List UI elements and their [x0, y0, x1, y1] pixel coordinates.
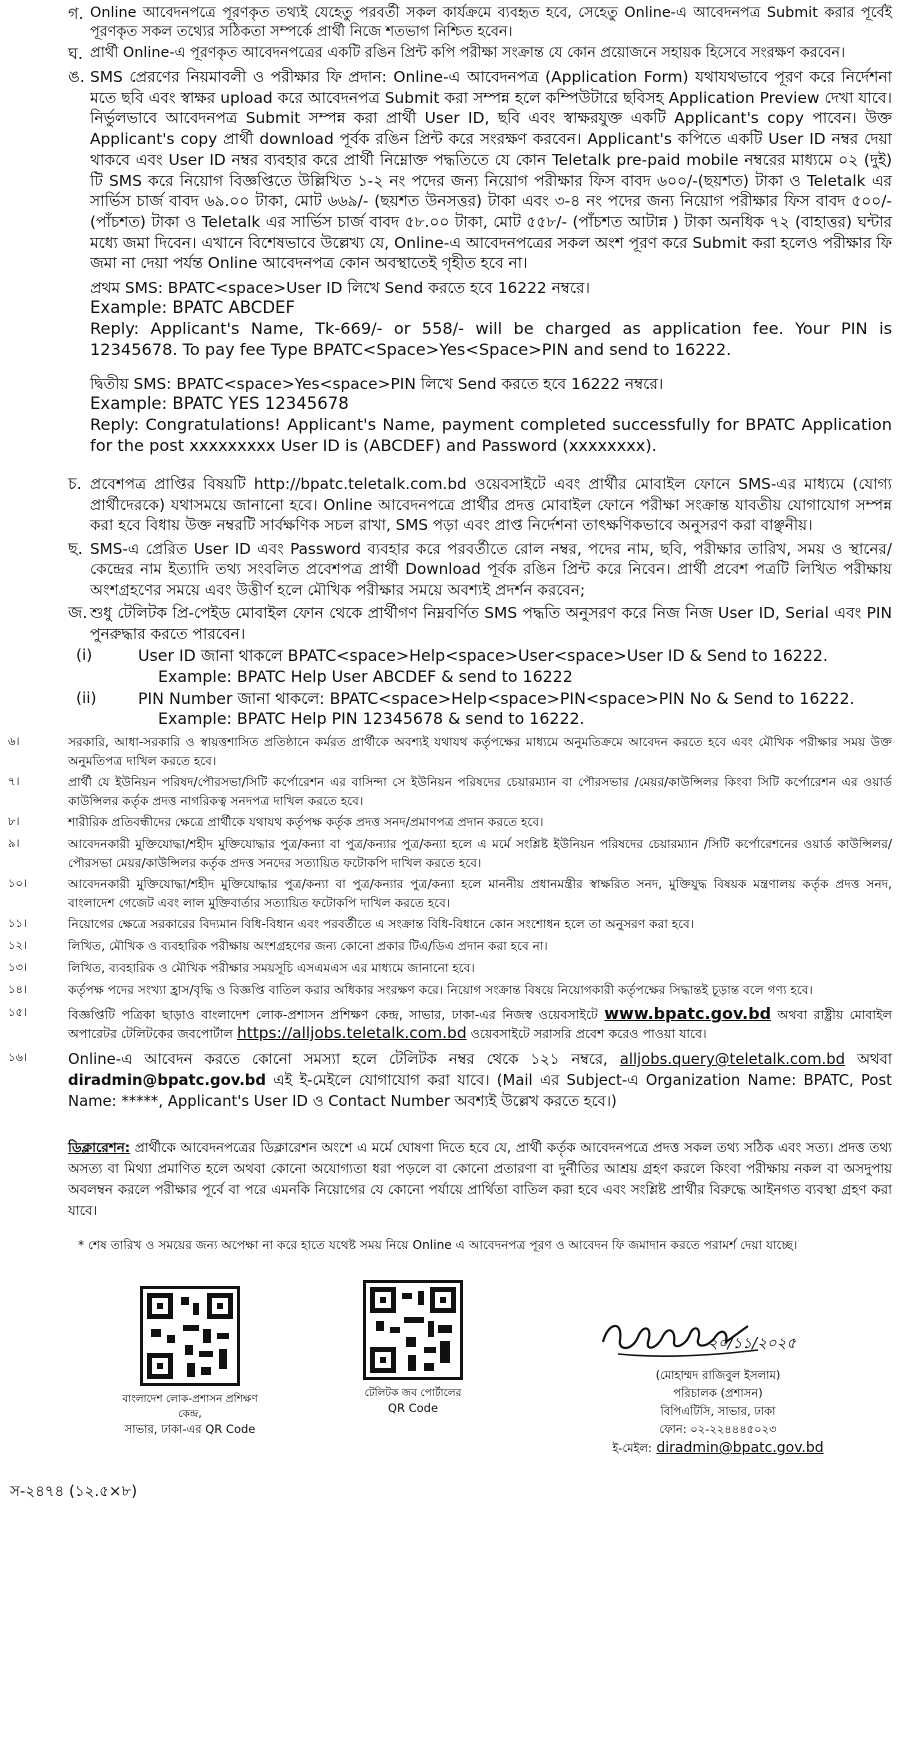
numbered-item	[8, 915, 892, 934]
signatory-email-link[interactable]: diradmin@bpatc.gov.bd	[656, 1440, 824, 1457]
advice-note: * শেষ তারিখ ও সময়ের জন্য অপেক্ষা না করে হাতে যথেষ্ট সময় নিয়ে Online এ আবেদনপত্র পূরণ ও আবেদন ফি জমাদান করতে পরামর্শ দেয়া যাচ্ছে।	[78, 1238, 798, 1253]
sms-second-block	[8, 374, 892, 456]
item-mark: ঘ.	[68, 44, 83, 63]
item-mark: চ.	[68, 474, 82, 494]
recover-user-id	[8, 646, 892, 667]
sms-second-example: Example: BPATC YES 12345678	[90, 394, 349, 414]
item-ca	[8, 474, 892, 536]
sms-first-reply: Reply: Applicant's Name, Tk-669/- or 558/- will be charged as application fee. Your PIN is 12345678. To pay fee Type BPATC<Space>Yes<Space>PIN and send to 16222.	[90, 319, 892, 360]
item-text: SMS প্রেরণের নিয়মাবলী ও পরীক্ষার ফি প্রদান: Online-এ আবেদনপত্র (Application Form) যথাযথভাবে পূরণ করে নির্দেশনা মতে ছবি এবং স্বাক্ষর upload করে আবেদনপত্র Submit করা সম্পন্ন হলে কম্পিউটারে ছবিসহ Application Preview দেখা যাবে। নির্ভুলভাবে আবেদনপত্র Submit সম্পন্ন করা প্রার্থী User ID, ছবি এবং স্বাক্ষরযুক্ত একটি Applicant's copy পাবেন। উক্ত Applicant's copy প্রার্থী download পূর্বক রঙিন প্রিন্ট করে সংরক্ষণ করবেন। Applicant's কপিতে একটি User ID নম্বর দেয়া থাকবে এবং User ID নম্বর ব্যবহার করে প্রার্থী নিম্নোক্ত পদ্ধতিতে যে কোন Teletalk pre-paid mobile নম্বরের মাধ্যমে ০২ (দুই) টি SMS করে নিয়োগ বিজ্ঞপ্তিতে উল্লিখিত ১-২ নং পদের জন্য নিয়োগ পরীক্ষার ফিস বাবদ ৬০০/-(ছয়শত) টাকা ও Teletalk এর সার্ভিস চার্জ বাবদ ৬৯.০০ টাকা, মোট ৬৬৯/- (ছয়শত উনসত্তর) টাকা এবং ৩-৪ নং পদের জন্য নিয়োগ পরীক্ষার ফিস বাবদ ৫০০/-(পাঁচশত) টাকা ও Teletalk এর সার্ভিস চার্জ বাবদ ৫৮.০০ টাকা, মোট ৫৫৮/- (পাঁচশত আটান্ন ) টাকা অনধিক ৭২ (বাহাত্তর) ঘন্টার মধ্যে জমা দিবেন। এখানে বিশেষভাবে উল্লেখ্য যে, Online-এ আবেদনপত্রের সকল অংশ পূরণ করে Submit করা হলেও পরীক্ষার ফি জমা না দেয়া পর্যন্ত Online আবেদনপত্র কোন অবস্থাতেই গৃহীত হবে না।	[90, 68, 892, 273]
item-mark: গ.	[68, 4, 84, 23]
item-text: Online আবেদনপত্রে পূরণকৃত তথ্যই যেহেতু পরবর্তী সকল কার্যক্রমে ব্যবহৃত হবে, সেহেতু Online-এ আবেদনপত্র Submit করার পূর্বেই পূরণকৃত সকল তথ্যের সঠিকতা সম্পর্কে প্রার্থী নিজে শতভাগ নিশ্চিত হবেন।	[90, 5, 892, 40]
item-mark: ১২।	[8, 938, 28, 953]
qr-teletalk	[333, 1280, 493, 1416]
sms-second-line: দ্বিতীয় SMS: BPATC<space>Yes<space>PIN লিখে Send করতে হবে 16222 নম্বরে।	[90, 375, 664, 394]
qr-code-image	[140, 1286, 240, 1386]
signatory-title: পরিচালক (প্রশাসন)	[673, 1386, 763, 1401]
numbered-item	[8, 981, 892, 1000]
item-gha	[8, 44, 892, 64]
qr-bpatc	[110, 1286, 270, 1437]
item-ja	[8, 603, 892, 644]
recover-mark: (i)	[76, 646, 93, 665]
item16-post: এই ই-মেইলে যোগাযোগ করা যাবে। (Mail এর Subject-এ Organization Name: BPATC, Post Name: *****, Applicant's User ID ও Contact Number অবশ্যই উল্লেখ করতে হবে।)	[68, 1072, 892, 1111]
footer-section	[8, 1272, 892, 1507]
qr-code-image	[363, 1280, 463, 1380]
item-cha	[8, 539, 892, 601]
recover-user-id-example: Example: BPATC Help User ABCDEF & send to 16222	[158, 666, 573, 686]
numbered-item	[8, 835, 892, 872]
sms-first-example: Example: BPATC ABCDEF	[90, 298, 295, 318]
item-15	[8, 1004, 892, 1043]
sms-second-reply: Reply: Congratulations! Applicant's Name, payment completed successfully for BPATC Application for the post xxxxxxxxx User ID is (ABCDEF) and Password (xxxxxxxx).	[90, 415, 892, 456]
item-text: আবেদনকারী মুক্তিযোদ্ধা/শহীদ মুক্তিযোদ্ধার পুত্র/কন্যা বা পুত্র/কন্যার পুত্র/কন্যা হলে এ মর্মে সংশ্লিষ্ট ইউনিয়ন পরিষদের চেয়ারম্যান /সিটি কর্পোরেশনের ওয়ার্ড কাউন্সিলর/পৌরসভা মেয়র/কাউন্সিলর কর্তৃক প্রদত্ত সনদের সত্যায়িত ফটোকপি দাখিল করতে হবে।	[68, 837, 892, 870]
item-text: লিখিত, মৌখিক ও ব্যবহারিক পরীক্ষায় অংশগ্রহণের জন্য কোনো প্রকার টিএ/ডিএ প্রদান করা হবে না।	[68, 939, 548, 954]
item-mark: ৭।	[8, 774, 20, 789]
item16-pre: Online-এ আবেদন করতে কোনো সমস্যা হলে টেলিটক নম্বর থেকে ১২১ নম্বরে,	[68, 1051, 608, 1069]
numbered-item	[8, 959, 892, 978]
recover-pin-example: Example: BPATC Help PIN 12345678 & send to 16222.	[158, 709, 585, 729]
declaration-label: ডিক্লারেশন:	[68, 1141, 131, 1157]
item-mark: ৮।	[8, 814, 20, 829]
item-mark: ১১।	[8, 916, 28, 931]
item-text: সরকারি, আধা-সরকারি ও স্বায়ত্তশাসিত প্রতিষ্ঠানে কর্মরত প্রার্থীকে অবশ্যই যথাযথ কর্তৃপক্ষের মাধ্যমে অনুমতিক্রমে আবেদন করতে হবে এবং মৌখিক পরীক্ষার সময় উক্ত অনুমতিপত্র দাখিল করতে হবে।	[68, 735, 892, 768]
item-mark: ৬।	[8, 734, 20, 749]
item-mark: ছ.	[68, 538, 83, 558]
item-mark: ১৫।	[8, 1005, 28, 1020]
qr-caption-line1: টেলিটক জব পোর্টালের	[364, 1387, 462, 1400]
signatory-phone: ফোন: ০২-২২৪৪৪৫০২৩	[659, 1422, 777, 1437]
item-mark: ১৩।	[8, 960, 28, 975]
item-text: প্রবেশপত্র প্রাপ্তির বিষয়টি http://bpatc.teletalk.com.bd ওয়েবসাইটে এবং প্রার্থীর মোবাইল ফোনে SMS-এর মাধ্যমে (যোগ্য প্রার্থীদেরকে) যথাসময়ে জানানো হবে। Online আবেদনপত্রে প্রার্থীর প্রদত্ত মোবাইল ফোনে পরীক্ষা সংক্রান্ত যাবতীয় যোগাযোগ সম্পন্ন করা হবে বিধায় উক্ত নম্বরটি সার্বক্ষণিক সচল রাখা, SMS পড়া এবং প্রাপ্ত নির্দেশনা তাৎক্ষণিকভাবে অনুসরণ করা বাঞ্ছনীয়।	[90, 475, 892, 535]
declaration	[8, 1138, 892, 1222]
item-text: SMS-এ প্রেরিত User ID এবং Password ব্যবহার করে পরবর্তীতে রোল নম্বর, পদের নাম, ছবি, পরীক্ষার তারিখ, সময় ও স্থানের/কেন্দ্রের নাম ইত্যাদি তথ্য সংবলিত প্রবেশপত্র প্রার্থী Download পূর্বক রঙিন প্রিন্ট করে নিবেন। প্রার্থী প্রবেশ পত্রটি লিখিত পরীক্ষায় অংশগ্রহণের সময়ে এবং উত্তীর্ণ হলে মৌখিক পরীক্ষার সময়ে অবশ্যই প্রদর্শন করবেন;	[90, 539, 892, 599]
item-mark: ঙ.	[68, 67, 85, 86]
item15-pre: বিজ্ঞপ্তিটি পত্রিকা ছাড়াও বাংলাদেশ লোক-প্রশাসন প্রশিক্ষণ কেন্দ্র, সাভার, ঢাকা-এর নিজস্ব ওয়েবসাইটে	[68, 1007, 598, 1023]
item-text: আবেদনকারী মুক্তিযোদ্ধা/শহীদ মুক্তিযোদ্ধার পুত্র/কন্যা বা পুত্র/কন্যার পুত্র/কন্যা হলে মাননীয় প্রধানমন্ত্রীর স্বাক্ষরিত সনদ, মুক্তিযুদ্ধ বিষয়ক মন্ত্রণালয় কর্তৃক প্রদত্ত সনদ, বাংলাদেশ গেজেট এবং লাল মুক্তিবার্তার সত্যায়িত ফটোকপি দাখিল করতে হবে।	[68, 877, 892, 910]
diradmin-email: diradmin@bpatc.gov.bd	[68, 1072, 266, 1090]
numbered-item	[8, 813, 892, 832]
item15-post: ওয়েবসাইটে সরাসরি প্রবেশ করেও পাওয়া যাবে।	[470, 1026, 707, 1042]
item15-mid: অথবা রাষ্ট্রীয় মোবাইল অপারেটর টেলিটকের জবপোর্টাল	[68, 1007, 892, 1042]
signatory-name: (মোহাম্মদ রাজিবুল ইসলাম)	[655, 1368, 781, 1383]
numbered-list	[8, 733, 892, 1000]
qr-caption-line1: বাংলাদেশ লোক-প্রশাসন প্রশিক্ষণ কেন্দ্র,	[122, 1393, 258, 1421]
teletalk-jobportal-link[interactable]: https://alljobs.teletalk.com.bd	[236, 1024, 467, 1043]
item-text: লিখিত, ব্যবহারিক ও মৌখিক পরীক্ষার সময়সূচি এসএমএস এর মাধ্যমে জানানো হবে।	[68, 961, 475, 976]
item-uma	[8, 67, 892, 274]
qr-caption-line2: সাভার, ঢাকা-এর QR Code	[124, 1422, 256, 1437]
item-mark: জ.	[68, 603, 88, 623]
recover-text: User ID জানা থাকলে BPATC<space>Help<space>User<space>User ID & Send to 16222.	[138, 646, 828, 666]
signatory-org: বিপিএটিসি, সাভার, ঢাকা	[660, 1404, 776, 1419]
declaration-text: প্রার্থীকে আবেদনপত্রের ডিক্লারেশন অংশে এ মর্মে ঘোষণা দিতে হবে যে, প্রার্থী কর্তৃক আবেদনপত্রে প্রদত্ত সকল তথ্য সঠিক এবং সত্য। প্রদত্ত তথ্য অসত্য বা মিথ্যা প্রমাণিত হলে অথবা কোনো অযোগ্যতা ধরা পড়লে বা কোনো প্রতারণা বা দুর্নীতির আশ্রয় গ্রহণ করলে কিংবা পরীক্ষায় নকল বা অসদুপায় অবলম্বন করলে পরীক্ষার পূর্বে বা পরে এমনকি নিয়োগের যে কোনো পর্যায়ে প্রার্থিতা বাতিল করা হবে এবং সংশ্লিষ্ট প্রার্থীর বিরুদ্ধে আইনগত ব্যবস্থা গ্রহণ করা যাবে।	[68, 1141, 893, 1220]
numbered-item	[8, 733, 892, 770]
sms-first-line: প্রথম SMS: BPATC<space>User ID লিখে Send করতে হবে 16222 নম্বরে।	[90, 279, 590, 298]
item-text: শুধু টেলিটক প্রি-পেইড মোবাইল ফোন থেকে প্রার্থীগণ নিম্নবর্ণিত SMS পদ্ধতি অনুসরণ করে নিজ নিজ User ID, Serial এবং PIN পুনরুদ্ধার করতে পারবেন।	[90, 604, 892, 643]
recover-text: PIN Number জানা থাকলে: BPATC<space>Help<space>PIN<space>PIN No & Send to 16222.	[138, 688, 855, 708]
item-text: প্রার্থী যে ইউনিয়ন পরিষদ/পৌরসভা/সিটি কর্পোরেশন এর বাসিন্দা সে ইউনিয়ন পরিষদের চেয়ারম্যান বা পৌরসভার /মেয়র/কাউন্সিলর কিংবা সিটি কর্পোরেশন এর ওয়ার্ড কাউন্সিলর কর্তৃক প্রদত্ত নাগরিকত্ব সনদপত্র দাখিল করতে হবে।	[68, 775, 892, 808]
alljobs-query-email-link[interactable]: alljobs.query@teletalk.com.bd	[619, 1051, 845, 1069]
footer-code: স-২৪৭৪ (১২.৫×৮)	[10, 1482, 138, 1501]
item-text: শারীরিক প্রতিবন্ধীদের ক্ষেত্রে প্রার্থীকে যথাযথ কর্তৃপক্ষ কর্তৃক প্রদত্ত সনদ/প্রমাণপত্র প্রদান করতে হবে।	[68, 815, 544, 830]
qr-caption-line2: QR Code	[387, 1401, 439, 1416]
item16-mid: অথবা	[857, 1051, 892, 1069]
numbered-item	[8, 773, 892, 810]
signature-date: ২০/১১/২০২৫	[708, 1334, 797, 1353]
recover-mark: (ii)	[76, 688, 97, 707]
recover-pin	[8, 689, 892, 710]
signatory-email-label: ই-মেইল:	[612, 1441, 652, 1456]
item-text: নিয়োগের ক্ষেত্রে সরকারের বিদ্যমান বিধি-বিধান এবং পরবর্তীতে এ সংক্রান্ত বিধি-বিধানে কোন সংশোধন হলে তা অনুসরণ করা হবে।	[68, 917, 695, 932]
numbered-item	[8, 937, 892, 956]
item-text: প্রার্থী Online-এ পূরণকৃত আবেদনপত্রের একটি রঙিন প্রিন্ট কপি পরীক্ষা সংক্রান্ত যে কোন প্রয়োজনে সহায়ক হিসেবে সংরক্ষণ করবেন।	[90, 45, 846, 61]
signature-block	[568, 1312, 868, 1458]
sms-first-block	[8, 278, 892, 360]
bpatc-website-link[interactable]: www.bpatc.gov.bd	[604, 1004, 772, 1024]
item-mark: ৯।	[8, 836, 20, 851]
item-text	[68, 1049, 892, 1112]
item-text	[68, 1004, 892, 1043]
item-mark: ১৪।	[8, 982, 28, 997]
item-mark: ১৬।	[8, 1050, 28, 1065]
item-16	[8, 1049, 892, 1112]
item-mark: ১০।	[8, 876, 28, 891]
item-text: কর্তৃপক্ষ পদের সংখ্যা হ্রাস/বৃদ্ধি ও বিজ্ঞপ্তি বাতিল করার অধিকার সংরক্ষণ করে। নিয়োগ সংক্রান্ত বিষয়ে নিয়োগকারী কর্তৃপক্ষের সিদ্ধান্তই চূড়ান্ত বলে গণ্য হবে।	[68, 983, 813, 998]
item-ga	[8, 4, 892, 42]
numbered-item	[8, 875, 892, 912]
